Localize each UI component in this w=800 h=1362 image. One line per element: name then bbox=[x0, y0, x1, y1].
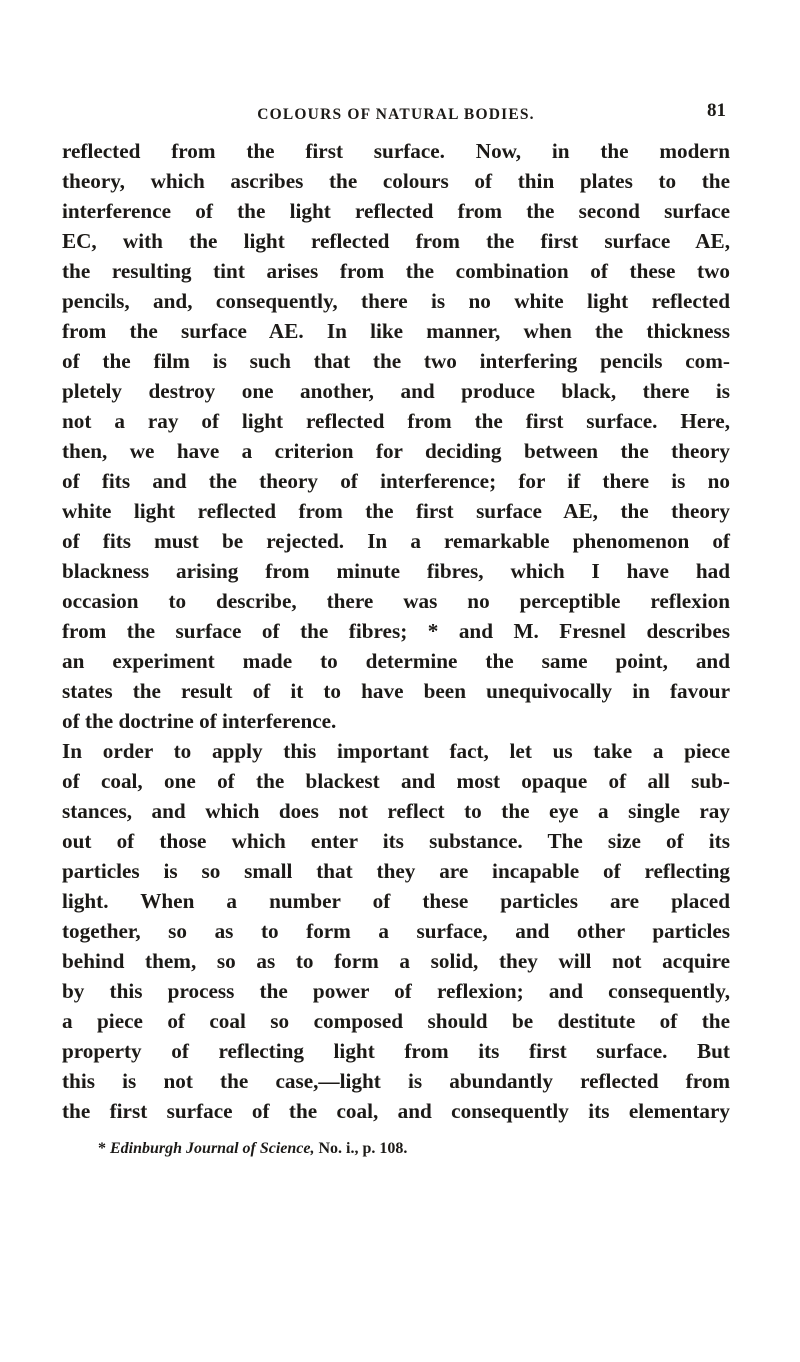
text-line: of the film is such that the two interfering pencils com- bbox=[62, 349, 730, 373]
text-line: a piece of coal so composed should be destitute of the bbox=[62, 1009, 730, 1033]
text-line: not a ray of light reflected from the first surface. Here, bbox=[62, 409, 730, 433]
text-line: together, so as to form a surface, and other particles bbox=[62, 919, 730, 943]
text-line: particles is so small that they are incapable of reflecting bbox=[62, 859, 730, 883]
text-line: out of those which enter its substance. The size of its bbox=[62, 829, 730, 853]
footnote-source: Edinburgh Journal of Science, bbox=[110, 1140, 315, 1157]
running-title: COLOURS OF NATURAL BODIES. bbox=[257, 106, 535, 123]
text-line: EC, with the light reflected from the first surface AE, bbox=[62, 229, 730, 253]
text-line: from the surface AE. In like manner, when the thickness bbox=[62, 319, 730, 343]
running-head bbox=[62, 92, 730, 124]
text-line: of fits must be rejected. In a remarkable phenomenon of bbox=[62, 529, 730, 553]
text-line: reflected from the first surface. Now, in the modern bbox=[62, 139, 730, 163]
footnote bbox=[62, 1138, 730, 1160]
footnote-marker: * bbox=[98, 1140, 106, 1157]
text-line: of fits and the theory of interference; for if there is no bbox=[62, 469, 730, 493]
text-line: In order to apply this important fact, let us take a piece bbox=[62, 739, 730, 763]
page-number: 81 bbox=[707, 100, 726, 121]
text-line: states the result of it to have been unequivocally in favour bbox=[62, 679, 730, 703]
text-line: pletely destroy one another, and produce black, there is bbox=[62, 379, 730, 403]
text-line: occasion to describe, there was no perceptible reflexion bbox=[62, 589, 730, 613]
book-page bbox=[62, 92, 730, 1160]
text-line: light. When a number of these particles are placed bbox=[62, 889, 730, 913]
text-line: this is not the case,—light is abundantly reflected from bbox=[62, 1069, 730, 1093]
text-line: from the surface of the fibres; * and M. Fresnel describes bbox=[62, 619, 730, 643]
text-line: by this process the power of reflexion; and consequently, bbox=[62, 979, 730, 1003]
text-line: theory, which ascribes the colours of thin plates to the bbox=[62, 169, 730, 193]
text-line: property of reflecting light from its first surface. But bbox=[62, 1039, 730, 1063]
text-line: an experiment made to determine the same point, and bbox=[62, 649, 730, 673]
body-text bbox=[62, 136, 730, 1126]
text-line: then, we have a criterion for deciding between the theory bbox=[62, 439, 730, 463]
text-line: pencils, and, consequently, there is no white light reflected bbox=[62, 289, 730, 313]
text-line: blackness arising from minute fibres, which I have had bbox=[62, 559, 730, 583]
text-line: white light reflected from the first surface AE, the theory bbox=[62, 499, 730, 523]
text-line: behind them, so as to form a solid, they will not acquire bbox=[62, 949, 730, 973]
text-line: of the doctrine of interference. bbox=[62, 709, 337, 733]
text-line: the resulting tint arises from the combination of these two bbox=[62, 259, 730, 283]
text-line: interference of the light reflected from the second surface bbox=[62, 199, 730, 223]
text-line: the first surface of the coal, and consequently its elementary bbox=[62, 1099, 730, 1123]
footnote-reference: No. i., p. 108. bbox=[318, 1140, 408, 1157]
text-line: of coal, one of the blackest and most opaque of all sub- bbox=[62, 769, 730, 793]
text-line: stances, and which does not reflect to the eye a single ray bbox=[62, 799, 730, 823]
